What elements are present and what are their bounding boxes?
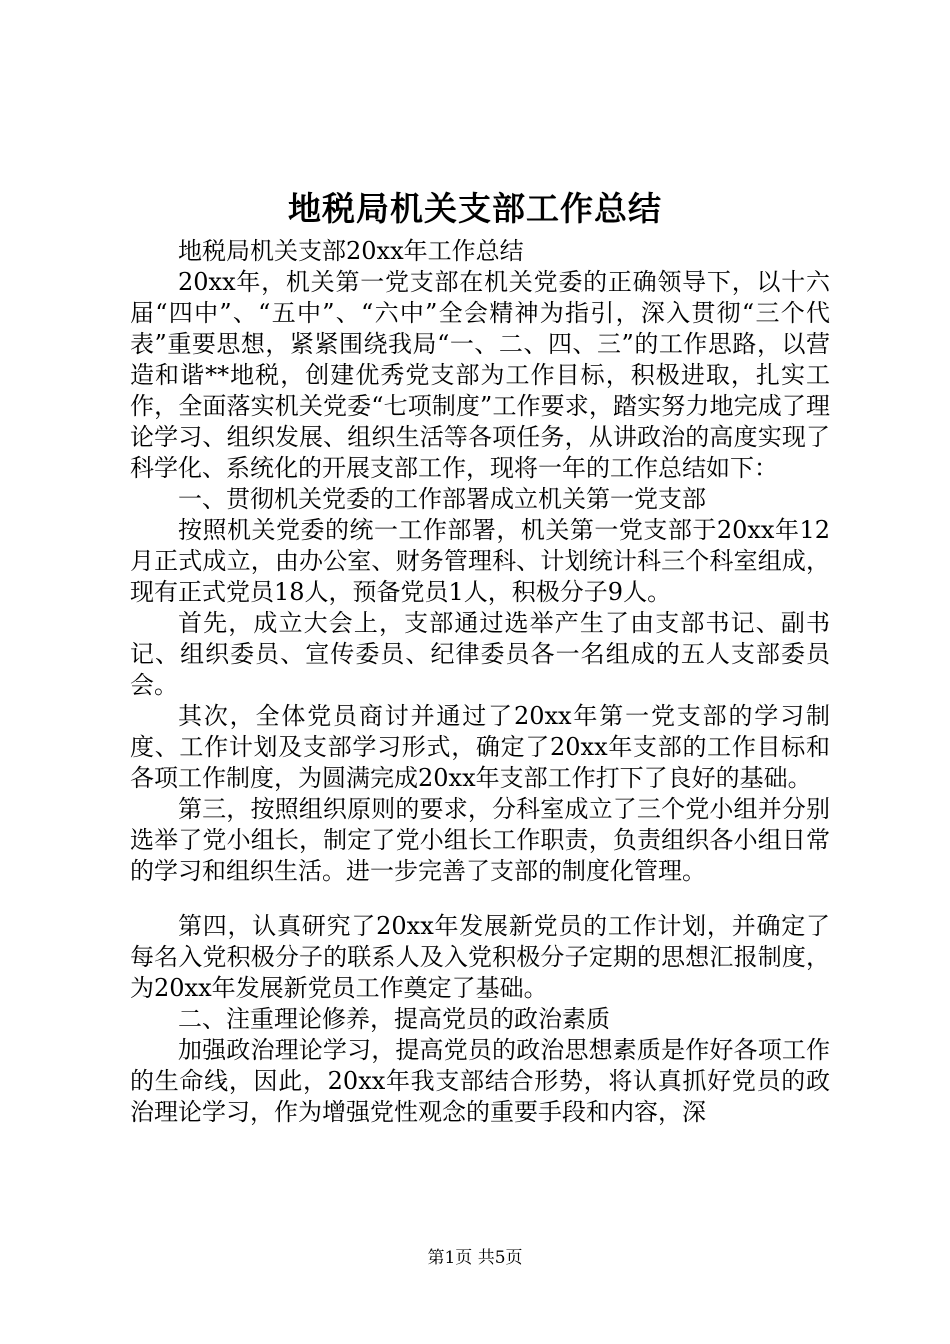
subtitle-paragraph: 地税局机关支部20xx年工作总结 xyxy=(178,237,524,265)
document-title: 地税局机关支部工作总结 xyxy=(288,189,662,228)
document-body xyxy=(130,236,830,1128)
intro-paragraph: 20xx年，机关第一党支部在机关党委的正确领导下，以十六届“四中”、“五中”、“六中”全会精神为指引，深入贯彻“三个代表”重要思想，紧紧围绕我局“一、二、四、三”的工作思路，以营造和谐**地税，创建优秀党支部为工作目标，积极进取，扎实工作，全面落实机关党委“七项制度”工作要求，踏实努力地完成了理论学习、组织发展、组织生活等各项任务，从讲政治的高度实现了科学化、系统化的开展支部工作，现将一年的工作总结如下： xyxy=(130,268,830,482)
section-heading-2: 二、注重理论修养，提高党员的政治素质 xyxy=(178,1005,610,1033)
paragraph-third: 第三，按照组织原则的要求，分科室成立了三个党小组并分别选举了党小组长，制定了党小组长工作职责，负责组织各小组日常的学习和组织生活。进一步完善了支部的制度化管理。 xyxy=(130,795,830,885)
page-number: 第1页 共5页 xyxy=(427,1248,523,1268)
paragraph-branch-established: 按照机关党委的统一工作部署，机关第一党支部于20xx年12月正式成立，由办公室、财务管理科、计划统计科三个科室组成，现有正式党员18人，预备党员1人，积极分子9人。 xyxy=(130,516,830,606)
paragraph-second: 其次，全体党员商讨并通过了20xx年第一党支部的学习制度、工作计划及支部学习形式，确定了20xx年支部的工作目标和各项工作制度，为圆满完成20xx年支部工作打下了良好的基础。 xyxy=(130,702,830,792)
paragraph-theory-study: 加强政治理论学习，提高党员的政治思想素质是作好各项工作的生命线，因此，20xx年我支部结合形势，将认真抓好党员的政治理论学习，作为增强党性观念的重要手段和内容，深 xyxy=(130,1036,830,1126)
paragraph-fourth: 第四，认真研究了20xx年发展新党员的工作计划，并确定了每名入党积极分子的联系人及入党积极分子定期的思想汇报制度，为20xx年发展新党员工作奠定了基础。 xyxy=(130,912,830,1002)
section-heading-1: 一、贯彻机关党委的工作部署成立机关第一党支部 xyxy=(178,485,706,513)
paragraph-first: 首先，成立大会上，支部通过选举产生了由支部书记、副书记、组织委员、宣传委员、纪律委员各一名组成的五人支部委员会。 xyxy=(130,609,830,699)
